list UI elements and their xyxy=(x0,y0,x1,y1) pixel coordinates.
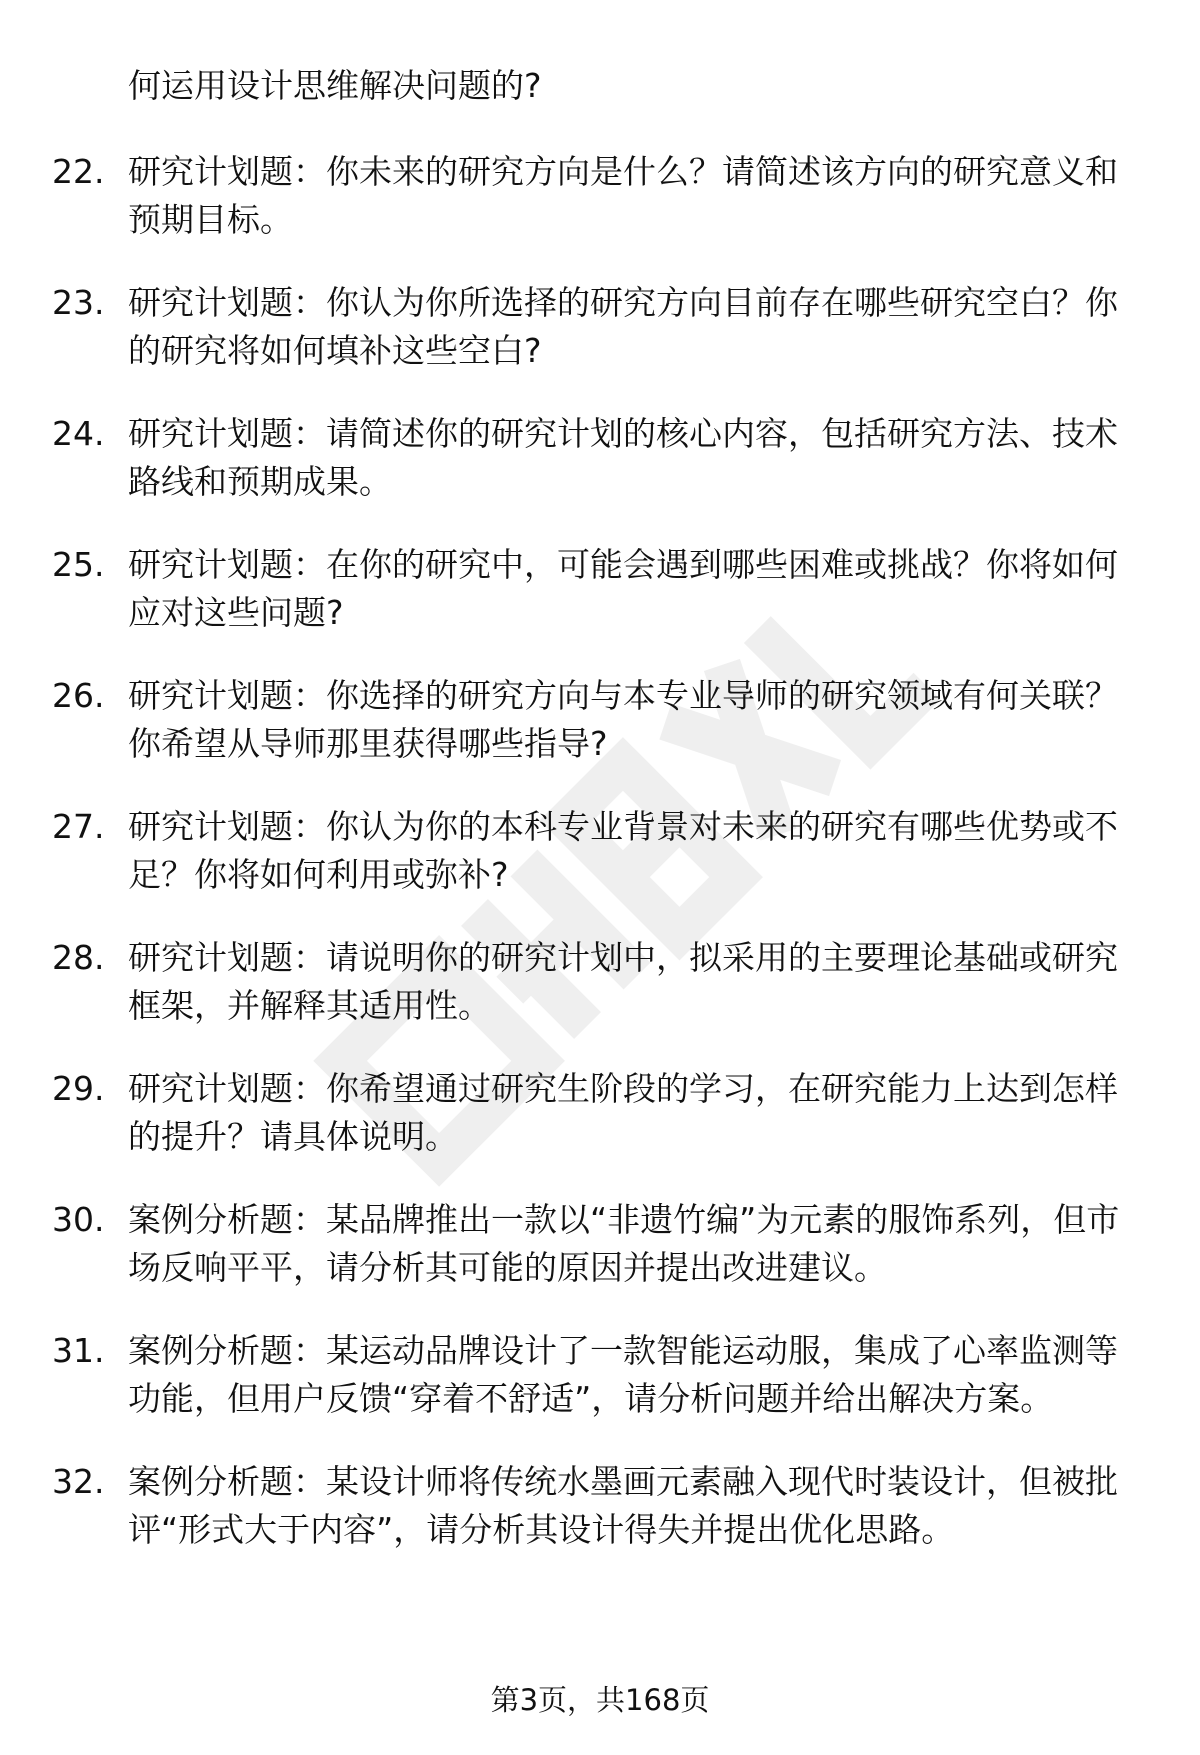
question-text: 研究计划题：你选择的研究方向与本专业导师的研究领域有何关联？你希望从导师那里获得哪些指导? xyxy=(128,676,1118,763)
question-number: 26. xyxy=(52,676,105,715)
list-item xyxy=(0,410,1200,506)
question-text: 研究计划题：请说明你的研究计划中，拟采用的主要理论基础或研究框架，并解释其适用性。 xyxy=(128,938,1118,1025)
question-number: 23. xyxy=(52,283,105,322)
question-number: 25. xyxy=(52,545,105,584)
question-text: 案例分析题：某设计师将传统水墨画元素融入现代时装设计，但被批评“形式大于内容”，请分析其设计得失并提出优化思路。 xyxy=(128,1462,1118,1549)
list-item xyxy=(0,1458,1200,1554)
question-number: 24. xyxy=(52,414,105,453)
question-text: 研究计划题：请简述你的研究计划的核心内容，包括研究方法、技术路线和预期成果。 xyxy=(128,414,1118,501)
question-number: 30. xyxy=(52,1200,105,1239)
list-item xyxy=(0,672,1200,768)
list-item xyxy=(0,1196,1200,1292)
question-text: 研究计划题：你认为你的本科专业背景对未来的研究有哪些优势或不足？你将如何利用或弥补? xyxy=(128,807,1118,894)
question-text: 研究计划题：你认为你所选择的研究方向目前存在哪些研究空白？你的研究将如何填补这些空白? xyxy=(128,283,1118,370)
question-number: 22. xyxy=(52,152,105,191)
question-number: 31. xyxy=(52,1331,105,1370)
list-item xyxy=(0,934,1200,1030)
question-text: 研究计划题：你希望通过研究生阶段的学习，在研究能力上达到怎样的提升？请具体说明。 xyxy=(128,1069,1118,1156)
continued-question-text: 何运用设计思维解决问题的? xyxy=(128,66,542,105)
question-number: 29. xyxy=(52,1069,105,1108)
list-item xyxy=(0,1065,1200,1161)
question-list xyxy=(0,148,1200,1589)
question-text: 研究计划题：在你的研究中，可能会遇到哪些困难或挑战？你将如何应对这些问题? xyxy=(128,545,1118,632)
list-item xyxy=(0,541,1200,637)
list-item xyxy=(0,148,1200,244)
list-item xyxy=(0,279,1200,375)
question-number: 28. xyxy=(52,938,105,977)
question-number: 27. xyxy=(52,807,105,846)
question-text: 案例分析题：某运动品牌设计了一款智能运动服，集成了心率监测等功能，但用户反馈“穿着不舒适”，请分析问题并给出解决方案。 xyxy=(128,1331,1118,1418)
list-item xyxy=(0,803,1200,899)
page-indicator: 第3页，共168页 xyxy=(490,1683,710,1717)
list-item xyxy=(0,1327,1200,1423)
question-text: 案例分析题：某品牌推出一款以“非遗竹编”为元素的服饰系列，但市场反响平平，请分析其可能的原因并提出改进建议。 xyxy=(128,1200,1120,1287)
question-number: 32. xyxy=(52,1462,105,1501)
question-text: 研究计划题：你未来的研究方向是什么？请简述该方向的研究意义和预期目标。 xyxy=(128,152,1118,239)
